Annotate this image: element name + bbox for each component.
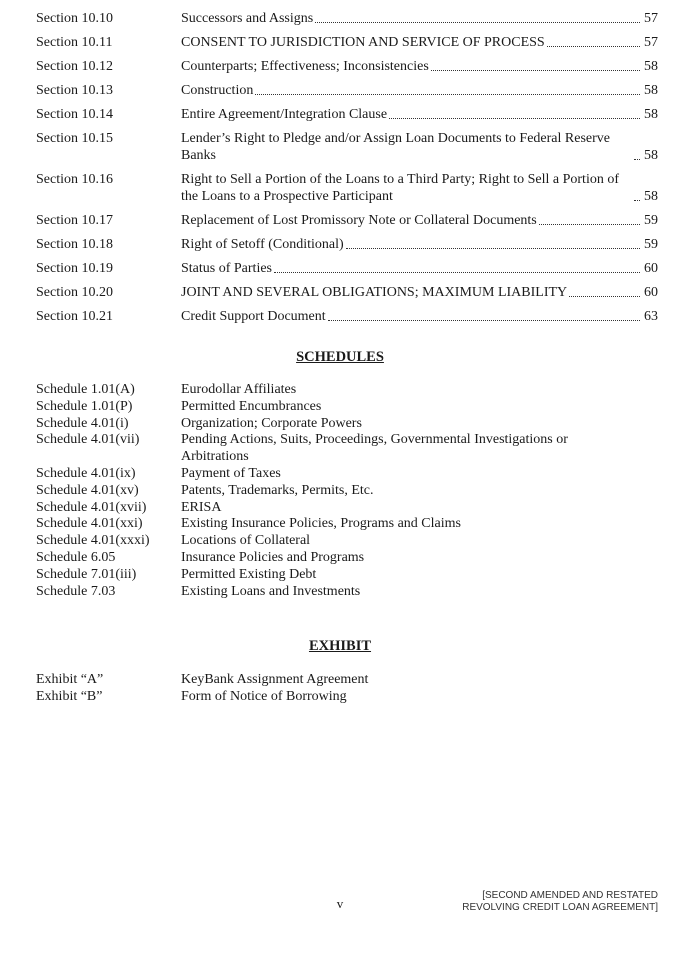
toc-title-wrap [181, 106, 642, 123]
dot-leader [569, 295, 640, 297]
schedule-description: Locations of Collateral [181, 533, 311, 549]
toc-entry [36, 308, 658, 325]
toc-section-title: Right to Sell a Portion of the Loans to a Third Party; Right to Sell a Portion of the Loans to a Prospective Participant [181, 172, 619, 204]
toc-title-wrap [181, 34, 642, 51]
toc-entry [36, 284, 658, 301]
table-of-contents [36, 10, 658, 332]
schedules-list [36, 382, 658, 600]
toc-section-number: Section 10.21 [36, 309, 113, 324]
toc-section-title: CONSENT TO JURISDICTION AND SERVICE OF PROCESS [181, 35, 545, 50]
toc-title-wrap [181, 236, 642, 253]
dot-leader [431, 69, 640, 71]
exhibits-list [36, 672, 658, 706]
schedule-number: Schedule 4.01(xv) [36, 482, 139, 498]
dot-leader [539, 223, 640, 225]
toc-section-title: Successors and Assigns [181, 11, 314, 26]
toc-section-title: Counterparts; Effectiveness; Inconsistencies [181, 59, 429, 74]
schedule-description: ERISA [181, 499, 222, 515]
toc-section-number: Section 10.18 [36, 237, 113, 252]
toc-entry-body [181, 212, 658, 229]
toc-entry [36, 34, 658, 51]
schedule-number: Schedule 1.01(P) [36, 398, 133, 414]
toc-entry [36, 171, 658, 205]
toc-section-number: Section 10.14 [36, 107, 113, 122]
footer-line-2: REVOLVING CREDIT LOAN AGREEMENT] [462, 902, 658, 913]
toc-title-wrap [181, 10, 642, 27]
toc-entry [36, 10, 658, 27]
toc-entry-body [181, 10, 658, 27]
dot-leader [315, 21, 640, 23]
schedule-entry [36, 550, 658, 567]
schedule-entry [36, 500, 658, 517]
toc-entry-body [181, 106, 658, 123]
toc-page-number: 59 [644, 237, 658, 252]
schedule-entry [36, 516, 658, 533]
toc-entry-body [181, 236, 658, 253]
toc-entry-body [181, 171, 658, 205]
exhibit-number: Exhibit “B” [36, 688, 103, 704]
toc-title-wrap [181, 212, 642, 229]
toc-entry-body [181, 82, 658, 99]
schedule-number: Schedule 4.01(xvii) [36, 499, 147, 515]
schedule-number: Schedule 4.01(xxi) [36, 516, 143, 532]
toc-section-number: Section 10.20 [36, 285, 113, 300]
toc-page-number: 63 [644, 309, 658, 324]
schedule-description: Patents, Trademarks, Permits, Etc. [181, 482, 374, 498]
exhibit-description: Form of Notice of Borrowing [181, 688, 347, 704]
toc-entry-body [181, 260, 658, 277]
toc-section-title: Status of Parties [181, 261, 272, 276]
toc-entry-body [181, 130, 658, 164]
toc-page-number: 60 [644, 261, 658, 276]
toc-section-title: Replacement of Lost Promissory Note or Collateral Documents [181, 213, 537, 228]
toc-entry [36, 58, 658, 75]
toc-page-number: 58 [644, 59, 658, 74]
dot-leader [389, 117, 640, 119]
toc-section-number: Section 10.13 [36, 83, 113, 98]
schedule-description: Pending Actions, Suits, Proceedings, Governmental Investigations or Arbitrations [181, 432, 568, 465]
toc-entry-body [181, 308, 658, 325]
toc-section-number: Section 10.19 [36, 261, 113, 276]
toc-title-wrap [181, 171, 642, 205]
toc-section-number: Section 10.17 [36, 213, 113, 228]
schedule-entry [36, 533, 658, 550]
dot-leader [274, 271, 640, 273]
toc-title-wrap [181, 308, 642, 325]
schedule-description: Existing Insurance Policies, Programs and Claims [181, 516, 461, 532]
exhibit-entry [36, 689, 658, 706]
toc-page-number: 58 [644, 107, 658, 122]
schedule-number: Schedule 4.01(vii) [36, 432, 140, 448]
schedule-entry [36, 483, 658, 500]
schedule-entry [36, 567, 658, 584]
schedule-description: Organization; Corporate Powers [181, 415, 362, 431]
page-number: v [336, 896, 344, 911]
toc-section-title: Credit Support Document [181, 309, 326, 324]
toc-section-title: JOINT AND SEVERAL OBLIGATIONS; MAXIMUM LIABILITY [181, 285, 568, 300]
toc-title-wrap [181, 82, 642, 99]
footer-line-1: [SECOND AMENDED AND RESTATED [482, 890, 658, 901]
toc-section-title: Right of Setoff (Conditional) [181, 237, 344, 252]
schedule-entry [36, 466, 658, 483]
schedule-description: Eurodollar Affiliates [181, 382, 297, 397]
toc-entry [36, 260, 658, 277]
schedule-description: Permitted Encumbrances [181, 398, 322, 414]
toc-page-number: 58 [644, 83, 658, 98]
schedules-heading: SCHEDULES [296, 349, 384, 365]
schedule-number: Schedule 4.01(i) [36, 415, 129, 431]
schedule-number: Schedule 1.01(A) [36, 382, 135, 397]
toc-page-number: 60 [644, 285, 658, 300]
schedule-entry [36, 432, 658, 466]
schedule-description: Existing Loans and Investments [181, 583, 361, 599]
schedule-entry [36, 584, 658, 601]
toc-section-number: Section 10.16 [36, 172, 113, 187]
toc-entry [36, 82, 658, 99]
toc-title-wrap [181, 284, 642, 301]
dot-leader [255, 93, 640, 95]
exhibit-entry [36, 672, 658, 689]
toc-title-wrap [181, 58, 642, 75]
schedule-number: Schedule 4.01(xxxi) [36, 533, 150, 549]
toc-section-number: Section 10.11 [36, 35, 113, 50]
schedule-number: Schedule 6.05 [36, 549, 116, 565]
schedule-number: Schedule 4.01(ix) [36, 465, 136, 481]
toc-page-number: 58 [644, 148, 658, 163]
exhibit-number: Exhibit “A” [36, 672, 104, 687]
schedule-number: Schedule 7.01(iii) [36, 566, 137, 582]
toc-page-number: 58 [644, 189, 658, 204]
toc-entry [36, 106, 658, 123]
dot-leader [634, 158, 640, 160]
schedule-description: Permitted Existing Debt [181, 566, 317, 582]
toc-section-title: Construction [181, 83, 254, 98]
exhibit-description: KeyBank Assignment Agreement [181, 672, 369, 687]
toc-section-number: Section 10.10 [36, 11, 113, 26]
exhibit-heading: EXHIBIT [308, 638, 372, 654]
schedule-description: Insurance Policies and Programs [181, 549, 365, 565]
dot-leader [328, 319, 640, 321]
toc-entry [36, 236, 658, 253]
schedule-entry [36, 416, 658, 433]
toc-entry-body [181, 284, 658, 301]
schedule-entry [36, 382, 658, 399]
toc-section-number: Section 10.12 [36, 59, 113, 74]
toc-page-number: 57 [644, 11, 658, 26]
dot-leader [547, 45, 640, 47]
toc-section-title: Entire Agreement/Integration Clause [181, 107, 388, 122]
toc-title-wrap [181, 260, 642, 277]
schedule-description: Payment of Taxes [181, 465, 281, 481]
toc-entry-body [181, 58, 658, 75]
toc-entry-body [181, 34, 658, 51]
schedule-entry [36, 399, 658, 416]
dot-leader [634, 199, 640, 201]
toc-entry [36, 130, 658, 164]
toc-page-number: 59 [644, 213, 658, 228]
document-title-footer [462, 890, 658, 914]
toc-section-title: Lender’s Right to Pledge and/or Assign Loan Documents to Federal Reserve Banks [181, 131, 610, 163]
dot-leader [346, 247, 640, 249]
toc-title-wrap [181, 130, 642, 164]
toc-section-number: Section 10.15 [36, 131, 113, 146]
toc-entry [36, 212, 658, 229]
schedule-number: Schedule 7.03 [36, 583, 116, 599]
toc-page-number: 57 [644, 35, 658, 50]
